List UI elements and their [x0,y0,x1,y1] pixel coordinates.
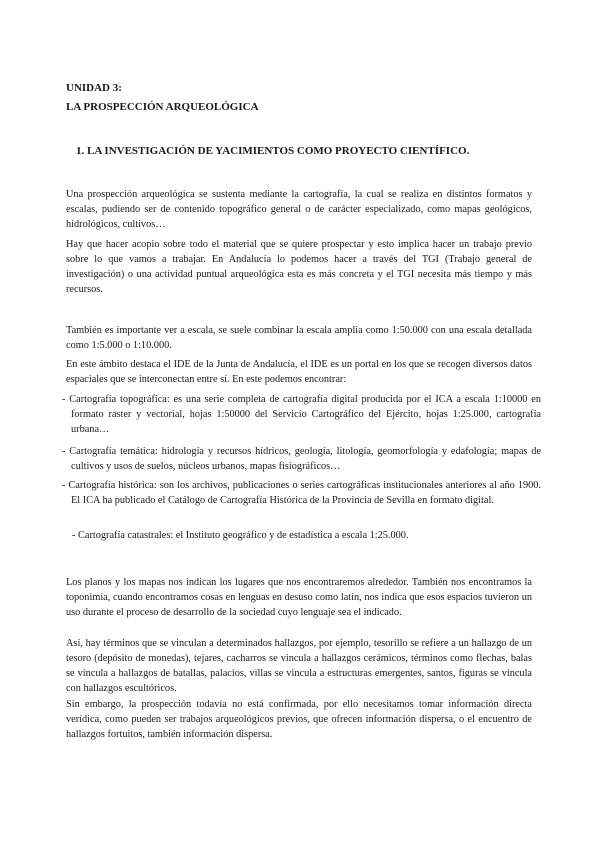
paragraph-acopio: Hay que hacer acopio sobre todo el material que se quiere prospectar y esto implica hacer un trabajo previo sobre lo que vamos a trabajar. En Andalucía lo podemos hacer a través del TGI (Trabajo general de investigación) o una actividad puntual arqueológica esta es más concreta y el TGI necesita más tiempo y más recursos. [66,239,532,295]
list-item-catastrales: - Cartografía catastrales: el Instituto geográfico y de estadística a escala 1:25.000. [72,530,409,541]
paragraph-prospeccion: Sin embargo, la prospección todavía no está confirmada, por ello necesitamos tomar información directa verídica, como pueden ser trabajos arqueológicos previos, que ofrecen información dispersa, o el encuentro de hallazgos fortuitos, también información dispersa. [66,699,532,740]
section-title: 1. LA INVESTIGACIÓN DE YACIMIENTOS COMO PROYECTO CIENTÍFICO. [76,145,470,157]
paragraph-terminos: Así, hay términos que se vinculan a determinados hallazgos, por ejemplo, tesorillo se refiere a un hallazgo de un tesoro (depósito de monedas), tejares, cacharros se vincula a hallazgos cerámicos, términos como flechas, balas se vincula a hallazgos de batallas, palacios, villas se vincula a estructuras emergentes, santos, figuras se vincula con hallazgos escultóricos. [66,638,532,694]
unit-title: UNIDAD 3: [66,82,122,94]
list-item-topografica: - Cartografía topográfica: es una serie completa de cartografía digital producida por el ICA a escala 1:10000 en formato raster y vectorial, hojas 1:50000 del Servicio Cartográfico del Ejército, hojas 1:25.000, cartografía urbana… [62,394,541,435]
list-item-tematica: - Cartografía temática: hidrología y recursos hídricos, geología, litología, geomorfología y edafología; mapas de cultivos y usos de suelos, núcleos urbanos, mapas fisiográficos… [62,446,541,472]
list-item-historica: - Cartografía histórica: son los archivos, publicaciones o series cartográficas institucionales anteriores al año 1900. El ICA ha publicado el Catálogo de Cartografía Histórica de la Provincia de Sevilla en formato digital. [62,480,541,506]
paragraph-ide: En este ámbito destaca el IDE de la Junta de Andalucía, el IDE es un portal en los que se recogen diversos datos espaciales que se interconectan entre sí. En este podemos encontrar: [66,359,532,385]
paragraph-escala: También es importante ver a escala, se suele combinar la escala amplia como 1:50.000 con una escala detallada como 1:5.000 o 1:10.000. [66,325,532,351]
paragraph-cartography: Una prospección arqueológica se sustenta mediante la cartografía, la cual se realiza en distintos formatos y escalas, pudiendo ser de contenido topográfico general o de carácter especializado, como mapas geológicos, hidrológicos, cultivos… [66,189,532,230]
unit-subtitle: LA PROSPECCIÓN ARQUEOLÓGICA [66,101,259,113]
paragraph-planos: Los planos y los mapas nos indican los lugares que nos encontraremos alrededor. También nos encontramos la toponimia, cuando encontramos cosas en lenguas en desuso como latín, nos indica que esos espacios tuvieron un uso durante el proceso de desarrollo de la sociedad cuyo lenguaje sea el indicado. [66,577,532,618]
